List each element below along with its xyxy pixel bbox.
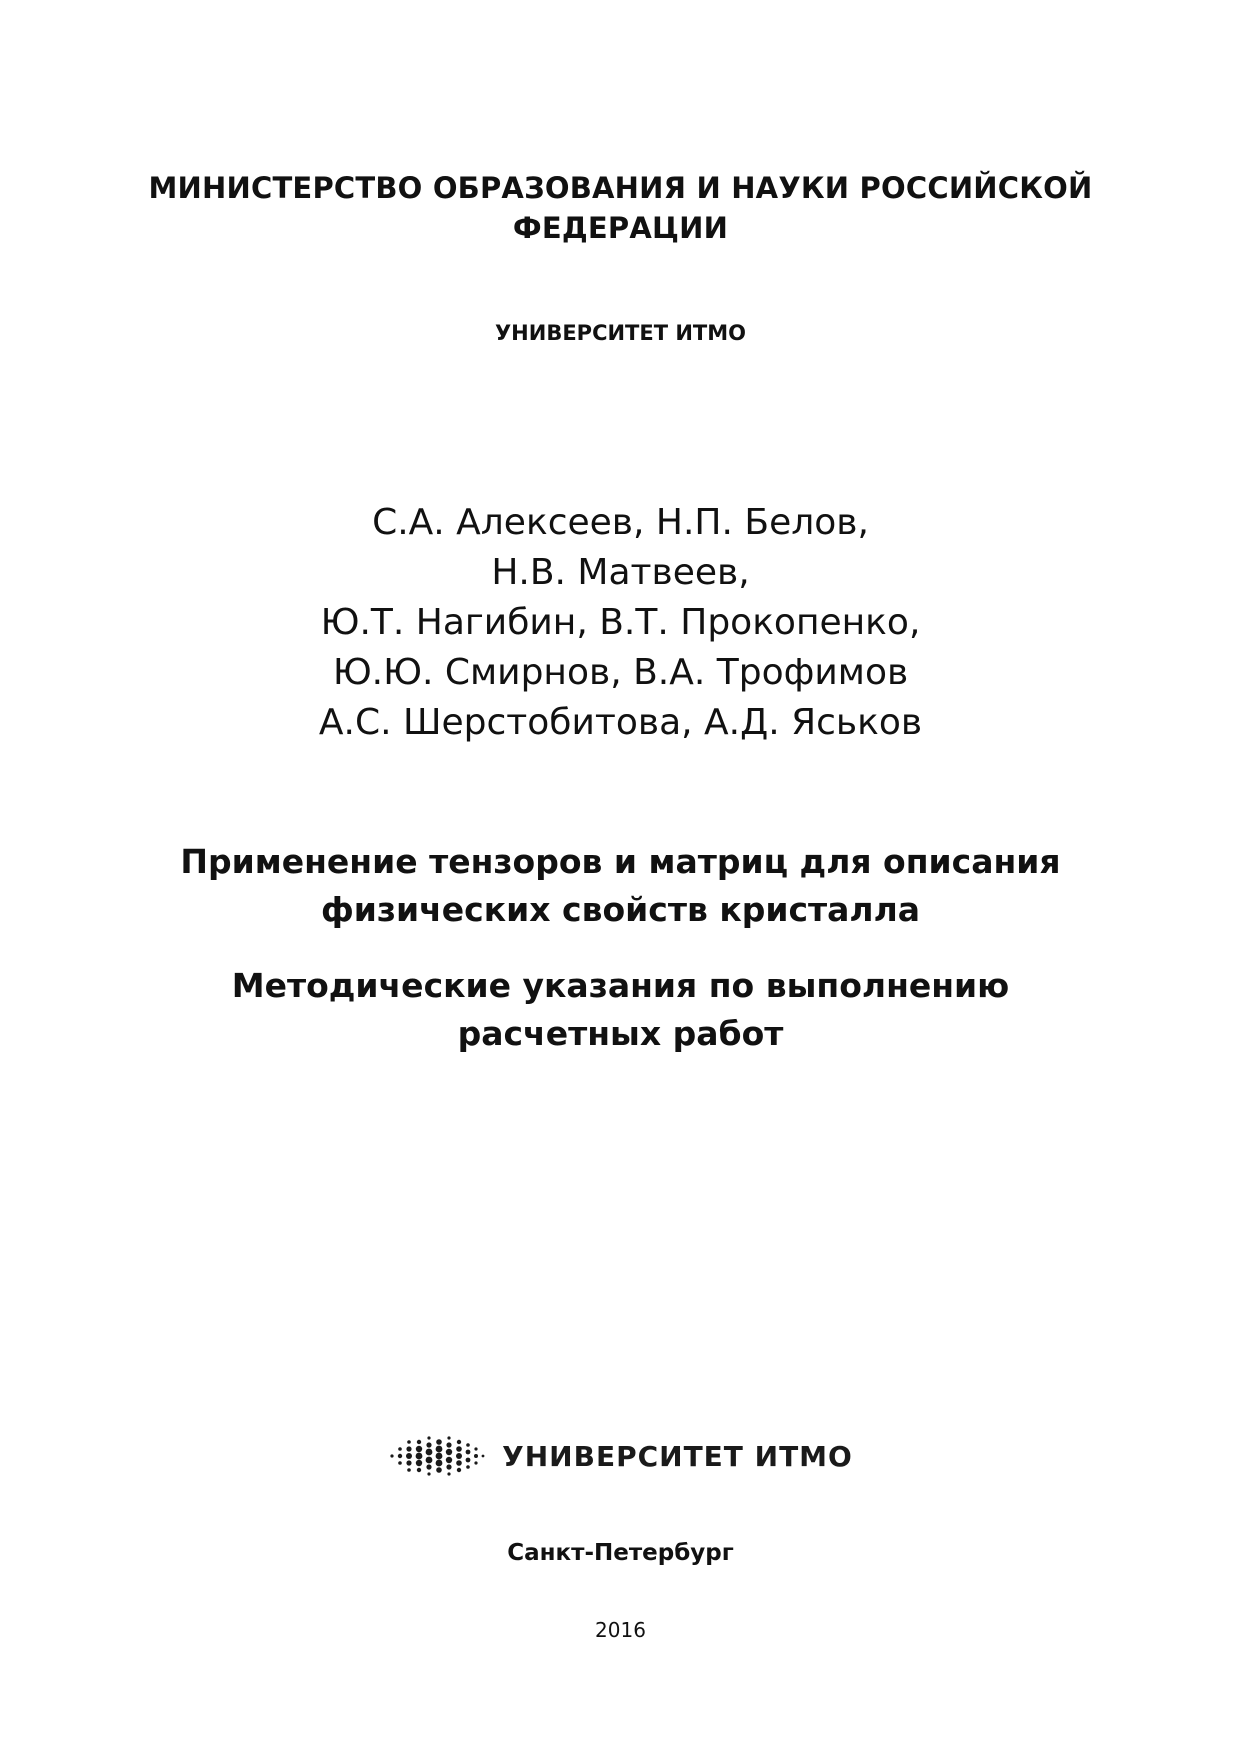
logo-text: УНИВЕРСИТЕТ ИТМО <box>502 1439 853 1473</box>
authors-line: Ю.Т. Нагибин, В.Т. Прокопенко, <box>320 602 921 643</box>
document-subtitle <box>0 962 1241 1058</box>
itmo-dots-logo-icon <box>388 1432 486 1480</box>
authors-line: С.А. Алексеев, Н.П. Белов, <box>372 502 869 543</box>
itmo-logo <box>0 1432 1241 1480</box>
subtitle-line-2: расчетных работ <box>457 1014 784 1053</box>
ministry-line-1: МИНИСТЕРСТВО ОБРАЗОВАНИЯ И НАУКИ РОССИЙСКОЙ <box>148 171 1093 205</box>
title-line-2: физических свойств кристалла <box>320 890 921 929</box>
authors-line: Ю.Ю. Смирнов, В.А. Трофимов <box>332 652 909 693</box>
ministry-heading <box>0 168 1241 248</box>
publication-city: Санкт-Петербург <box>507 1540 734 1566</box>
ministry-line-2: ФЕДЕРАЦИИ <box>512 211 729 245</box>
university-name: УНИВЕРСИТЕТ ИТМО <box>494 321 747 345</box>
publication-year: 2016 <box>595 1618 646 1642</box>
authors-list <box>0 498 1241 748</box>
authors-line: А.С. Шерстобитова, А.Д. Яськов <box>318 702 923 743</box>
subtitle-line-1: Методические указания по выполнению <box>231 966 1010 1005</box>
authors-line: Н.В. Матвеев, <box>491 552 750 593</box>
document-title <box>0 838 1241 934</box>
title-line-1: Применение тензоров и матриц для описания <box>180 842 1061 881</box>
